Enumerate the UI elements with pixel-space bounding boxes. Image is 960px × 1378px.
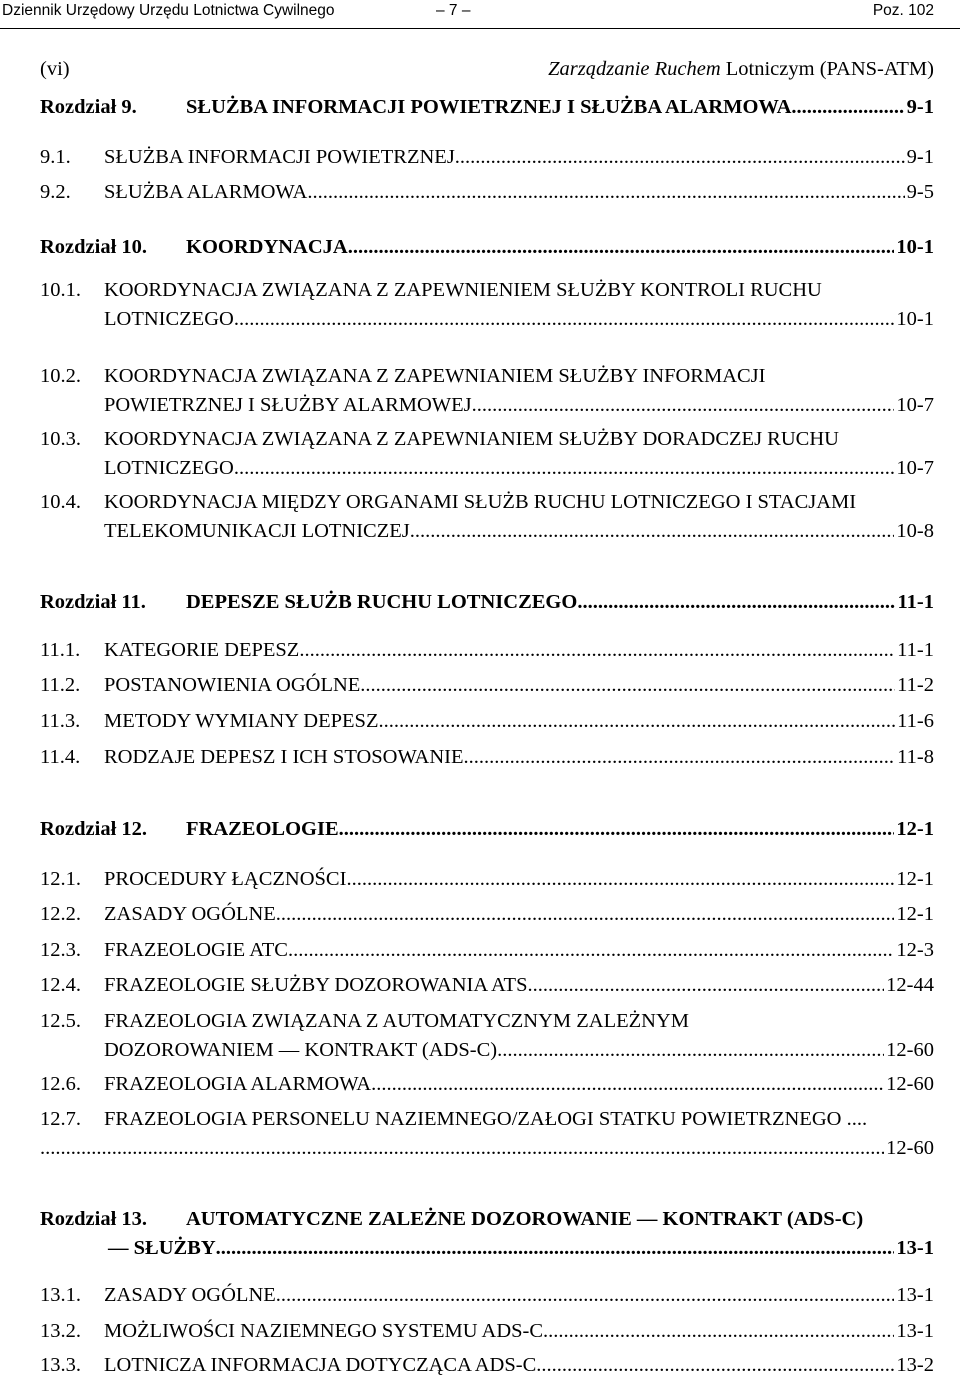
toc-title: KOORDYNACJA: [186, 236, 348, 258]
toc-title: FRAZEOLOGIA ALARMOWA: [104, 1073, 372, 1095]
toc-chapter-12[interactable]: [40, 817, 934, 841]
toc-title: PROCEDURY ŁĄCZNOŚCI: [104, 868, 347, 890]
toc-entry-10-4[interactable]: [40, 490, 934, 543]
document-title-rest: Lotniczym (PANS-ATM): [720, 58, 934, 80]
toc-leader-dots: [472, 393, 895, 417]
toc-leader-dots: [299, 638, 895, 662]
toc-leader-dots: [348, 235, 895, 259]
toc-entry-11-4[interactable]: [40, 745, 934, 769]
toc-leader-dots: [577, 590, 895, 614]
toc-leader-dots: [791, 95, 904, 119]
toc-entry-12-7[interactable]: [40, 1107, 934, 1160]
toc-number: Rozdział 12.: [40, 818, 148, 840]
toc-number: 10.2.: [40, 365, 81, 387]
toc-entry-11-1[interactable]: [40, 638, 934, 662]
toc-leader-dots: [543, 1319, 894, 1343]
toc-title: LOTNICZA INFORMACJA DOTYCZĄCA ADS-C: [104, 1354, 537, 1376]
toc-page: 12-60: [886, 1073, 934, 1095]
document-title: [548, 58, 934, 82]
toc-title-line-1: KOORDYNACJA ZWIĄZANA Z ZAPEWNIENIEM SŁUŻBY KONTROLI RUCHU: [104, 279, 822, 301]
toc-number: 13.1.: [40, 1284, 81, 1306]
toc-page: 12-1: [896, 868, 934, 890]
toc-title-line-1: FRAZEOLOGIA PERSONELU NAZIEMNEGO/ZAŁOGI STATKU POWIETRZNEGO: [104, 1108, 842, 1130]
toc-title: DEPESZE SŁUŻB RUCHU LOTNICZEGO: [186, 591, 578, 613]
toc-page: 10-7: [896, 394, 934, 416]
toc-page: 12-44: [886, 974, 934, 996]
toc-entry-13-1[interactable]: [40, 1283, 934, 1307]
toc-number: 11.2.: [40, 674, 81, 696]
toc-page: 13-2: [896, 1354, 934, 1376]
toc-page: 13-1: [896, 1320, 934, 1342]
toc-page: 9-5: [906, 181, 934, 203]
toc-page: 11-1: [897, 591, 934, 613]
toc-number: 11.4.: [40, 746, 81, 768]
toc-chapter-11[interactable]: [40, 590, 934, 614]
toc-number: 12.4.: [40, 974, 81, 996]
toc-chapter-9[interactable]: [40, 95, 934, 119]
toc-title: POSTANOWIENIA OGÓLNE: [104, 674, 361, 696]
toc-title-line-2: LOTNICZEGO: [104, 457, 234, 479]
toc-number: 12.1.: [40, 868, 81, 890]
toc-title: SŁUŻBA INFORMACJI POWIETRZNEJ I SŁUŻBA ALARMOWA: [186, 96, 792, 118]
toc-number: Rozdział 9.: [40, 96, 137, 118]
toc-page: 12-1: [896, 903, 934, 925]
toc-page: 9-1: [906, 146, 934, 168]
toc-leader-dots: [276, 902, 895, 926]
toc-title-line-1: KOORDYNACJA ZWIĄZANA Z ZAPEWNIANIEM SŁUŻBY DORADCZEJ RUCHU: [104, 428, 839, 450]
toc-page: 10-1: [896, 236, 934, 258]
toc-title: SŁUŻBA ALARMOWA: [104, 181, 308, 203]
toc-page: 11-1: [897, 639, 934, 661]
toc-leader-dots: [346, 867, 894, 891]
toc-number: 13.3.: [40, 1354, 81, 1376]
toc-leader-dots: [288, 938, 894, 962]
toc-leader-dots: [527, 973, 884, 997]
toc-title: FRAZEOLOGIE ATC: [104, 939, 288, 961]
toc-title-line-2: POWIETRZNEJ I SŁUŻBY ALARMOWEJ: [104, 394, 472, 416]
toc-title-line-1-dots: ....: [841, 1108, 868, 1130]
toc-number: 11.1.: [40, 639, 81, 661]
toc-leader-dots: [455, 145, 905, 169]
toc-leader-dots: [410, 519, 895, 543]
toc-entry-12-3[interactable]: [40, 938, 934, 962]
toc-page: 12-60: [886, 1137, 934, 1159]
toc-number: 9.1.: [40, 146, 71, 168]
page-header: [0, 0, 960, 29]
toc-number: Rozdział 11.: [40, 591, 146, 613]
toc-title: FRAZEOLOGIE SŁUŻBY DOZOROWANIA ATS: [104, 974, 528, 996]
toc-number: 12.2.: [40, 903, 81, 925]
toc-entry-10-3[interactable]: [40, 427, 934, 480]
toc-leader-dots: [464, 745, 896, 769]
toc-entry-9-1[interactable]: [40, 145, 934, 169]
toc-page: 10-1: [896, 308, 934, 330]
toc-entry-12-5[interactable]: [40, 1009, 934, 1062]
toc-entry-13-2[interactable]: [40, 1319, 934, 1343]
toc-title: FRAZEOLOGIE: [186, 818, 339, 840]
toc-title: ZASADY OGÓLNE: [104, 1284, 276, 1306]
toc-number: 10.4.: [40, 491, 81, 513]
toc-page: 9-1: [906, 96, 934, 118]
toc-entry-10-2[interactable]: [40, 364, 934, 417]
toc-leader-dots: [276, 1283, 895, 1307]
toc-leader-dots: [216, 1236, 895, 1260]
document-title-italic: Zarządzanie Ruchem: [548, 58, 721, 80]
toc-title-line-2: LOTNICZEGO: [104, 308, 234, 330]
toc-number: 10.3.: [40, 428, 81, 450]
toc-chapter-13[interactable]: [40, 1207, 934, 1260]
toc-page: 12-60: [886, 1039, 934, 1061]
toc-page: 12-1: [896, 818, 934, 840]
toc-entry-10-1[interactable]: [40, 278, 934, 331]
toc-chapter-10[interactable]: [40, 235, 934, 259]
toc-title-line-1: AUTOMATYCZNE ZALEŻNE DOZOROWANIE — KONTRAKT (ADS-C): [186, 1208, 864, 1230]
toc-title: MOŻLIWOŚCI NAZIEMNEGO SYSTEMU ADS-C: [104, 1320, 544, 1342]
toc-title: KATEGORIE DEPESZ: [104, 639, 300, 661]
toc-page: 13-1: [896, 1237, 934, 1259]
toc-number: 9.2.: [40, 181, 71, 203]
toc-page: 11-2: [897, 674, 934, 696]
journal-title: Dziennik Urzędowy Urzędu Lotnictwa Cywilnego: [2, 2, 335, 19]
toc-title-line-1: FRAZEOLOGIA ZWIĄZANA Z AUTOMATYCZNYM ZALEŻNYM: [104, 1010, 689, 1032]
toc-entry-9-2[interactable]: [40, 180, 934, 204]
toc-title-line-1: KOORDYNACJA ZWIĄZANA Z ZAPEWNIANIEM SŁUŻBY INFORMACJI: [104, 365, 766, 387]
toc-entry-12-2[interactable]: [40, 902, 934, 926]
toc-entry-12-1[interactable]: [40, 867, 934, 891]
toc-leader-dots: [371, 1072, 884, 1096]
toc-page: 11-8: [897, 746, 934, 768]
toc-leader-dots: [307, 180, 904, 204]
toc-number: 12.6.: [40, 1073, 81, 1095]
toc-leader-dots: [536, 1353, 894, 1377]
toc-leader-dots: [497, 1038, 884, 1062]
toc-title-line-2: TELEKOMUNIKACJI LOTNICZEJ: [104, 520, 410, 542]
toc-entry-11-2[interactable]: [40, 673, 934, 697]
toc-leader-dots: [234, 307, 895, 331]
toc-number: 12.3.: [40, 939, 81, 961]
position-number: Poz. 102: [872, 2, 934, 19]
toc-leader-dots: [234, 456, 895, 480]
toc-entry-11-3[interactable]: [40, 709, 934, 733]
toc-page: 10-7: [896, 457, 934, 479]
toc-number: 12.7.: [40, 1108, 81, 1130]
toc-title-line-1: KOORDYNACJA MIĘDZY ORGANAMI SŁUŻB RUCHU LOTNICZEGO I STACJAMI: [104, 491, 857, 513]
toc-number: Rozdział 13.: [40, 1208, 148, 1230]
toc-page: 13-1: [896, 1284, 934, 1306]
toc-title-line-2: — SŁUŻBY: [108, 1237, 216, 1259]
toc-number: 10.1.: [40, 279, 81, 301]
toc-number: 11.3.: [40, 710, 81, 732]
toc-page: 10-8: [896, 520, 934, 542]
toc-leader-dots: [378, 709, 895, 733]
roman-page-number: (vi): [40, 58, 70, 80]
toc-page: 11-6: [897, 710, 934, 732]
toc-number: 13.2.: [40, 1320, 81, 1342]
toc-title-line-2: DOZOROWANIEM — KONTRAKT (ADS-C): [104, 1039, 498, 1061]
toc-subheader: [40, 58, 934, 82]
toc-title: METODY WYMIANY DEPESZ: [104, 710, 379, 732]
toc-page: 12-3: [896, 939, 934, 961]
toc-number: 12.5.: [40, 1010, 81, 1032]
toc-leader-dots: [339, 817, 895, 841]
toc-number: Rozdział 10.: [40, 236, 148, 258]
toc-title: ZASADY OGÓLNE: [104, 903, 276, 925]
toc-entry-12-6[interactable]: [40, 1072, 934, 1096]
toc-leader-dots: [40, 1136, 884, 1160]
toc-title: SŁUŻBA INFORMACJI POWIETRZNEJ: [104, 146, 455, 168]
toc-entry-12-4[interactable]: [40, 973, 934, 997]
page-number: – 7 –: [436, 2, 471, 19]
toc-entry-13-3[interactable]: [40, 1353, 934, 1377]
toc-leader-dots: [360, 673, 895, 697]
toc-title: RODZAJE DEPESZ I ICH STOSOWANIE: [104, 746, 464, 768]
